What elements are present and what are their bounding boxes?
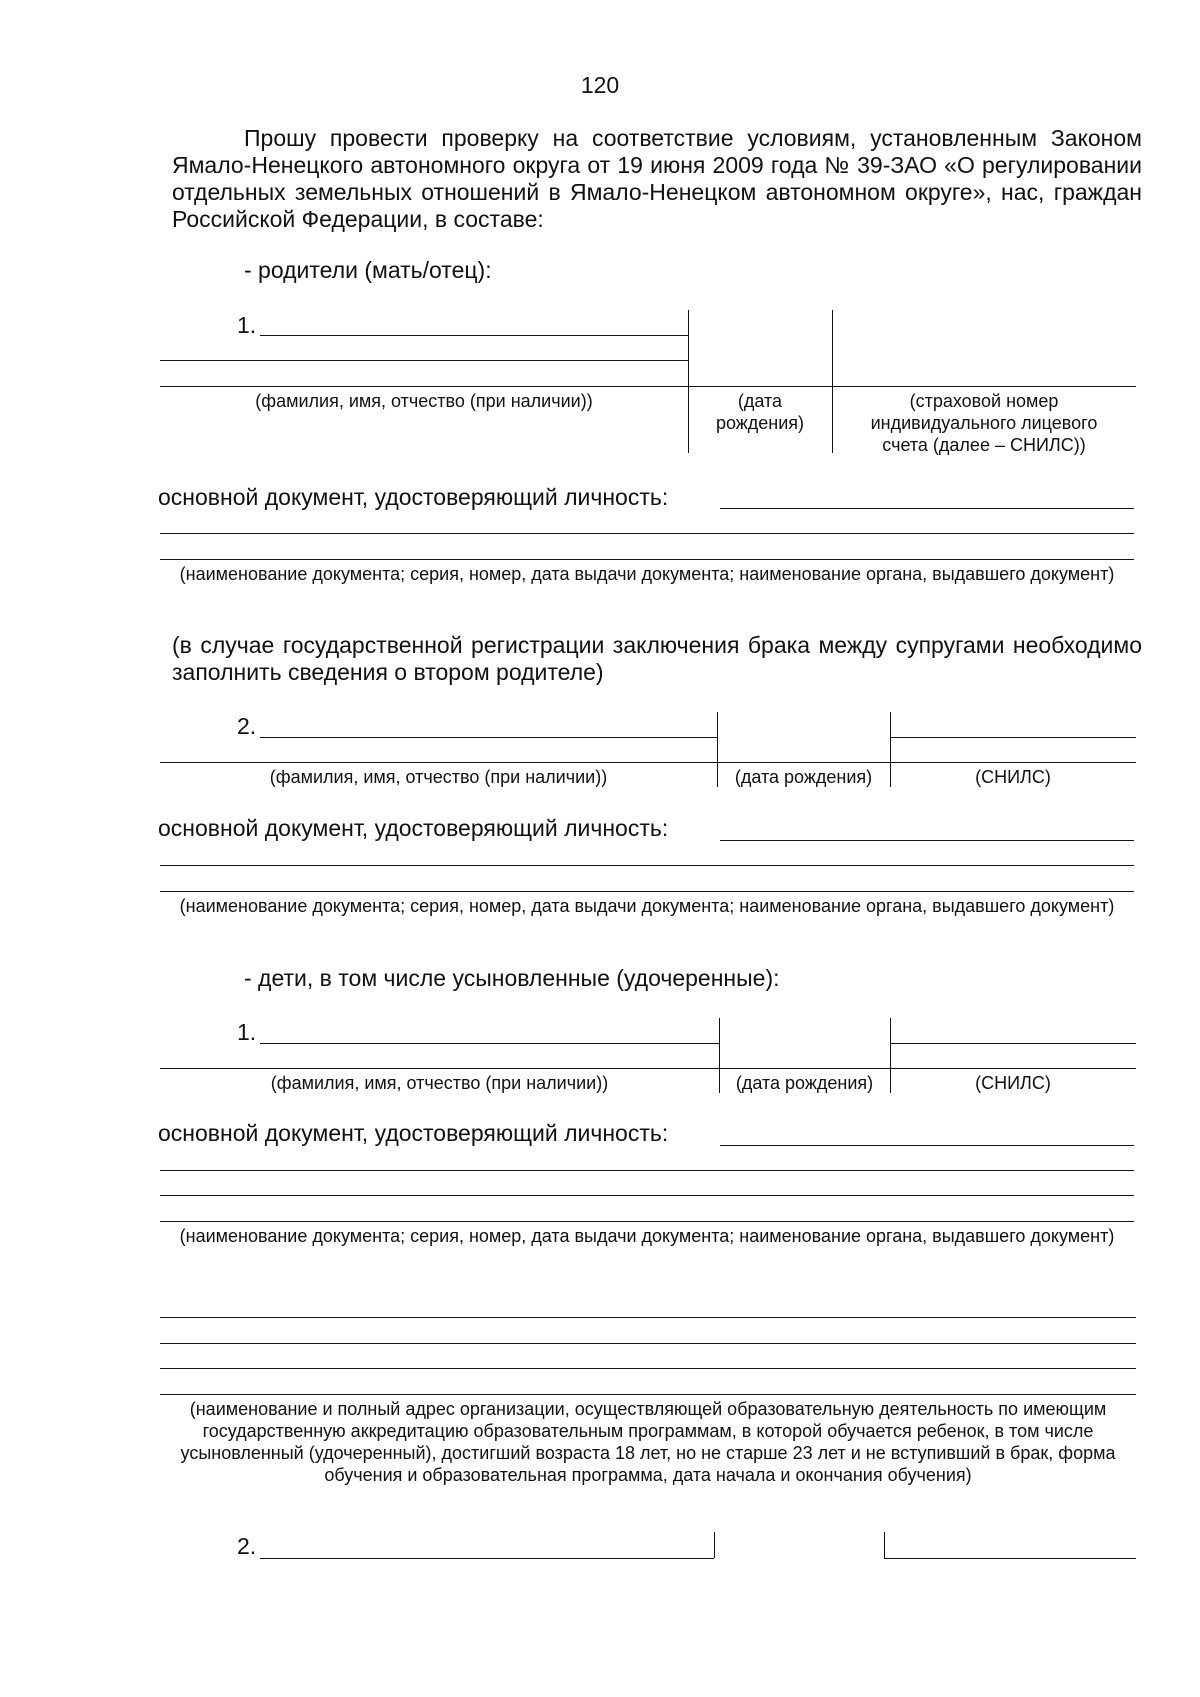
parent1-id-doc-caption: (наименование документа; серия, номер, дата выдачи документа; наименование органа, выдавшего документ) bbox=[179, 564, 1115, 584]
child1-id-doc-caption: (наименование документа; серия, номер, дата выдачи документа; наименование органа, выдавшего документ) bbox=[179, 1226, 1115, 1246]
parent1-divider-2 bbox=[832, 310, 833, 453]
parent2-name-caption: (фамилия, имя, отчество (при наличии)) bbox=[269, 767, 608, 787]
parent1-baseline bbox=[160, 386, 1136, 387]
parent1-name-caption: (фамилия, имя, отчество (при наличии)) bbox=[255, 391, 593, 411]
parent1-id-doc-label: основной документ, удостоверяющий личность: bbox=[158, 484, 669, 510]
parent2-id-doc-label: основной документ, удостоверяющий личность: bbox=[158, 815, 669, 841]
parent2-dob-caption: (дата рождения) bbox=[734, 767, 873, 787]
children-heading: - дети, в том числе усыновленные (удочеренные): bbox=[244, 965, 780, 991]
parent2-id-doc-line-2[interactable] bbox=[160, 865, 1134, 866]
parent1-number: 1. bbox=[237, 312, 257, 338]
education-caption: (наименование и полный адрес организации, осуществляющей образовательную деятельность по имеющим государственную аккредитацию образовательным программам, в которой обучается ребенок, в том числе усыновленный (удочеренный), достигший возраста 18 лет, но не старше 23 лет и не вступивший в брак, форма обучения и образовательная программа, дата начала и окончания обучения) bbox=[180, 1399, 1116, 1485]
child1-name-caption: (фамилия, имя, отчество (при наличии)) bbox=[270, 1073, 609, 1093]
parent2-number: 2. bbox=[237, 713, 257, 739]
child1-name-line-1[interactable] bbox=[260, 1043, 719, 1044]
child1-number: 1. bbox=[237, 1019, 257, 1045]
parent2-snils-line[interactable] bbox=[890, 737, 1136, 738]
child1-id-doc-line-2[interactable] bbox=[160, 1170, 1134, 1171]
parent1-snils-caption: (страховой номер индивидуального лицевого счета (далее – СНИЛС)) bbox=[870, 391, 1098, 455]
child1-dob-caption: (дата рождения) bbox=[735, 1073, 874, 1093]
parent1-id-doc-line-3[interactable] bbox=[160, 559, 1134, 560]
parent2-snils-caption: (СНИЛС) bbox=[975, 767, 1051, 787]
child2-number: 2. bbox=[237, 1533, 257, 1559]
child1-id-doc-label: основной документ, удостоверяющий личность: bbox=[158, 1120, 669, 1146]
parent2-id-doc-line-1[interactable] bbox=[720, 840, 1134, 841]
child2-name-line-1[interactable] bbox=[260, 1558, 714, 1559]
parent1-divider-1 bbox=[688, 310, 689, 453]
parent1-id-doc-line-1[interactable] bbox=[720, 508, 1134, 509]
education-line-2[interactable] bbox=[160, 1343, 1136, 1344]
child1-id-doc-line-1[interactable] bbox=[720, 1145, 1134, 1146]
parent2-name-line-1[interactable] bbox=[260, 737, 717, 738]
parent1-name-line-1[interactable] bbox=[260, 335, 688, 336]
parent2-baseline bbox=[160, 762, 1136, 763]
child1-snils-line[interactable] bbox=[890, 1043, 1136, 1044]
child1-id-doc-line-3[interactable] bbox=[160, 1195, 1134, 1196]
education-line-1[interactable] bbox=[160, 1317, 1136, 1318]
child1-baseline bbox=[160, 1068, 1136, 1069]
child2-divider-2 bbox=[884, 1532, 885, 1558]
parent1-name-line-2[interactable] bbox=[160, 360, 688, 361]
intro-paragraph: Прошу провести проверку на соответствие условиям, установленным Законом Ямало-Ненецкого автономного округа от 19 июня 2009 года № 39-ЗАО «О регулировании отдельных земельных отношений в Ямало-Ненецком автономном округе», нас, граждан Российской Федерации, в составе: bbox=[172, 125, 1142, 232]
child2-divider-1 bbox=[714, 1532, 715, 1558]
parent2-id-doc-line-3[interactable] bbox=[160, 891, 1134, 892]
parent1-dob-caption: (дата рождения) bbox=[715, 391, 805, 433]
parent2-id-doc-caption: (наименование документа; серия, номер, дата выдачи документа; наименование органа, выдавшего документ) bbox=[179, 896, 1115, 916]
child1-id-doc-line-4[interactable] bbox=[160, 1221, 1134, 1222]
parent1-id-doc-line-2[interactable] bbox=[160, 533, 1134, 534]
child1-snils-caption: (СНИЛС) bbox=[975, 1073, 1051, 1093]
education-line-3[interactable] bbox=[160, 1368, 1136, 1369]
marriage-note: (в случае государственной регистрации заключения брака между супругами необходимо заполнить сведения о втором родителе) bbox=[172, 632, 1142, 685]
education-line-4[interactable] bbox=[160, 1394, 1136, 1395]
parents-heading: - родители (мать/отец): bbox=[244, 257, 492, 283]
page-number: 120 bbox=[580, 72, 620, 98]
child2-snils-line[interactable] bbox=[884, 1558, 1136, 1559]
